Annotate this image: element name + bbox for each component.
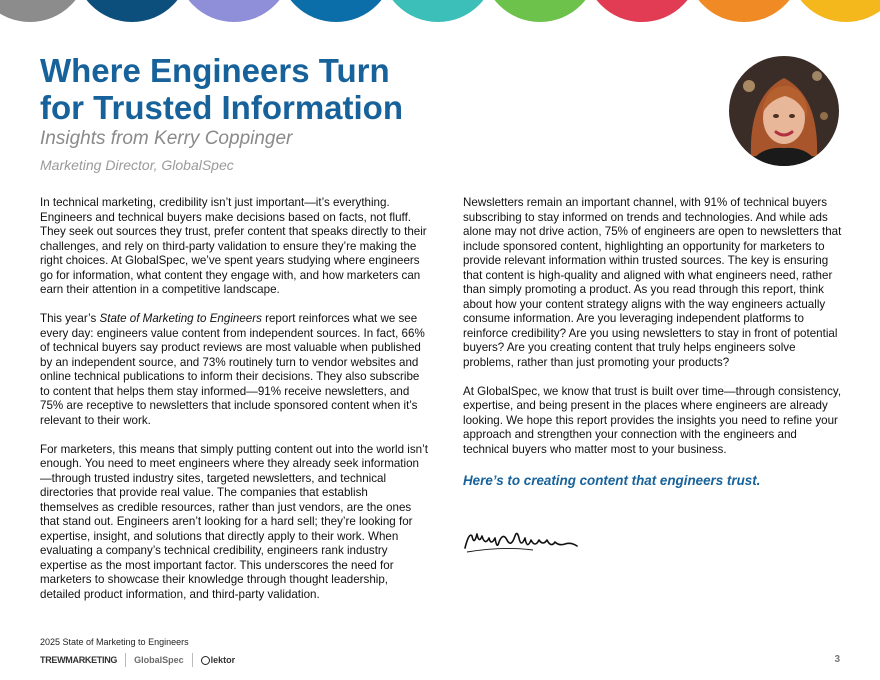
header-decorative-circles	[0, 0, 880, 30]
partner-logos	[40, 652, 235, 668]
decorative-circle	[0, 0, 88, 22]
closing-statement: Here’s to creating content that engineers trust.	[463, 472, 761, 488]
body-paragraph: In technical marketing, credibility isn’t just important—it’s everything. Engineers and technical buyers make decisions based on facts, not fluff. They seek out sources they trust, prefer content that speaks directly to their challenges, and rely on third-party validation to ensure they’re making the right choices. At GlobalSpec, we’ve spent years studying where engineers go for information, what content they engage with, and how marketers can earn their attention in a competitive landscape.	[40, 196, 427, 296]
title-line-2: for Trusted Information	[40, 89, 403, 126]
signature-image	[463, 524, 583, 558]
logo-divider	[192, 653, 193, 667]
decorative-circle	[686, 0, 802, 22]
body-paragraph: At GlobalSpec, we know that trust is built over time—through consistency, expertise, and being present in the places where engineers are already looking. We hope this report provides the insights you need to refine your approach and strengthen your connection with the engineers and technical buyers who matter most to your business.	[463, 384, 842, 456]
trewmarketing-logo: TREWMARKETING	[40, 655, 118, 665]
decorative-circle	[278, 0, 394, 22]
logo-divider	[125, 653, 126, 667]
elektor-mark-icon	[201, 656, 210, 665]
report-title-emphasis: State of Marketing to Engineers	[99, 312, 262, 325]
page-subtitle: Insights from Kerry Coppinger	[40, 128, 293, 149]
elektor-logo	[201, 655, 236, 665]
page-title	[40, 52, 403, 126]
decorative-circle	[176, 0, 292, 22]
decorative-circle	[584, 0, 700, 22]
paragraph-text: report reinforces what we see every day: engineers value content from independent sources. In fact, 66% of technical buyers say product reviews are most valuable when published by an independent source, and 73% routinely turn to vendor websites and online technical publications to inform their decisions. They also subscribe to content that helps them stay informed—91% receive newsletters, and 75% are receptive to newsletters that include sponsored content when it’s relevant to their work.	[40, 312, 425, 427]
report-name: 2025 State of Marketing to Engineers	[40, 637, 189, 647]
elektor-logo-text: lektor	[210, 655, 236, 665]
body-paragraph	[40, 312, 428, 428]
decorative-circle	[482, 0, 598, 22]
author-role: Marketing Director, GlobalSpec	[40, 157, 234, 173]
page-number: 3	[834, 654, 840, 665]
body-paragraph: Newsletters remain an important channel, with 91% of technical buyers subscribing to stay informed on trends and technologies. And while ads alone may not drive action, 75% of engineers are open to newsletters that include sponsored content, highlighting an opportunity for marketers to provide relevant information within trusted sources. The key is ensuring that content is high-quality and aligned with what engineers need, rather than simply promoting a product. As you read through this report, think about how your content strategy aligns with the way engineers actually consume information. Are you leveraging independent platforms to reinforce credibility? Are you using newsletters to stay in front of potential buyers? Are you creating content that truly helps engineers solve problems, rather than just promoting your products?	[463, 196, 842, 369]
decorative-circle	[380, 0, 496, 22]
decorative-circle	[788, 0, 880, 22]
globalspec-logo: GlobalSpec	[134, 655, 184, 665]
decorative-circle	[74, 0, 190, 22]
title-line-1: Where Engineers Turn	[40, 52, 390, 89]
paragraph-text: This year’s	[40, 312, 100, 325]
left-column	[40, 196, 428, 617]
author-portrait	[729, 56, 839, 166]
right-column	[463, 196, 843, 563]
body-paragraph: For marketers, this means that simply putting content out into the world isn’t enough. You need to meet engineers where they already seek information—through trusted industry sites, targeted newsletters, and technical directories that provide real value. The companies that establish themselves as credible resources, rather than just vendors, are the ones that stand out. Engineers aren’t looking for a hard sell; they’re looking for expertise, insight, and solutions that directly apply to their work. When evaluating a company’s technical credibility, engineers rank industry expertise as the most important factor. This underscores the need for marketers to showcase their knowledge through thought leadership, detailed product information, and third-party validation.	[40, 442, 428, 601]
